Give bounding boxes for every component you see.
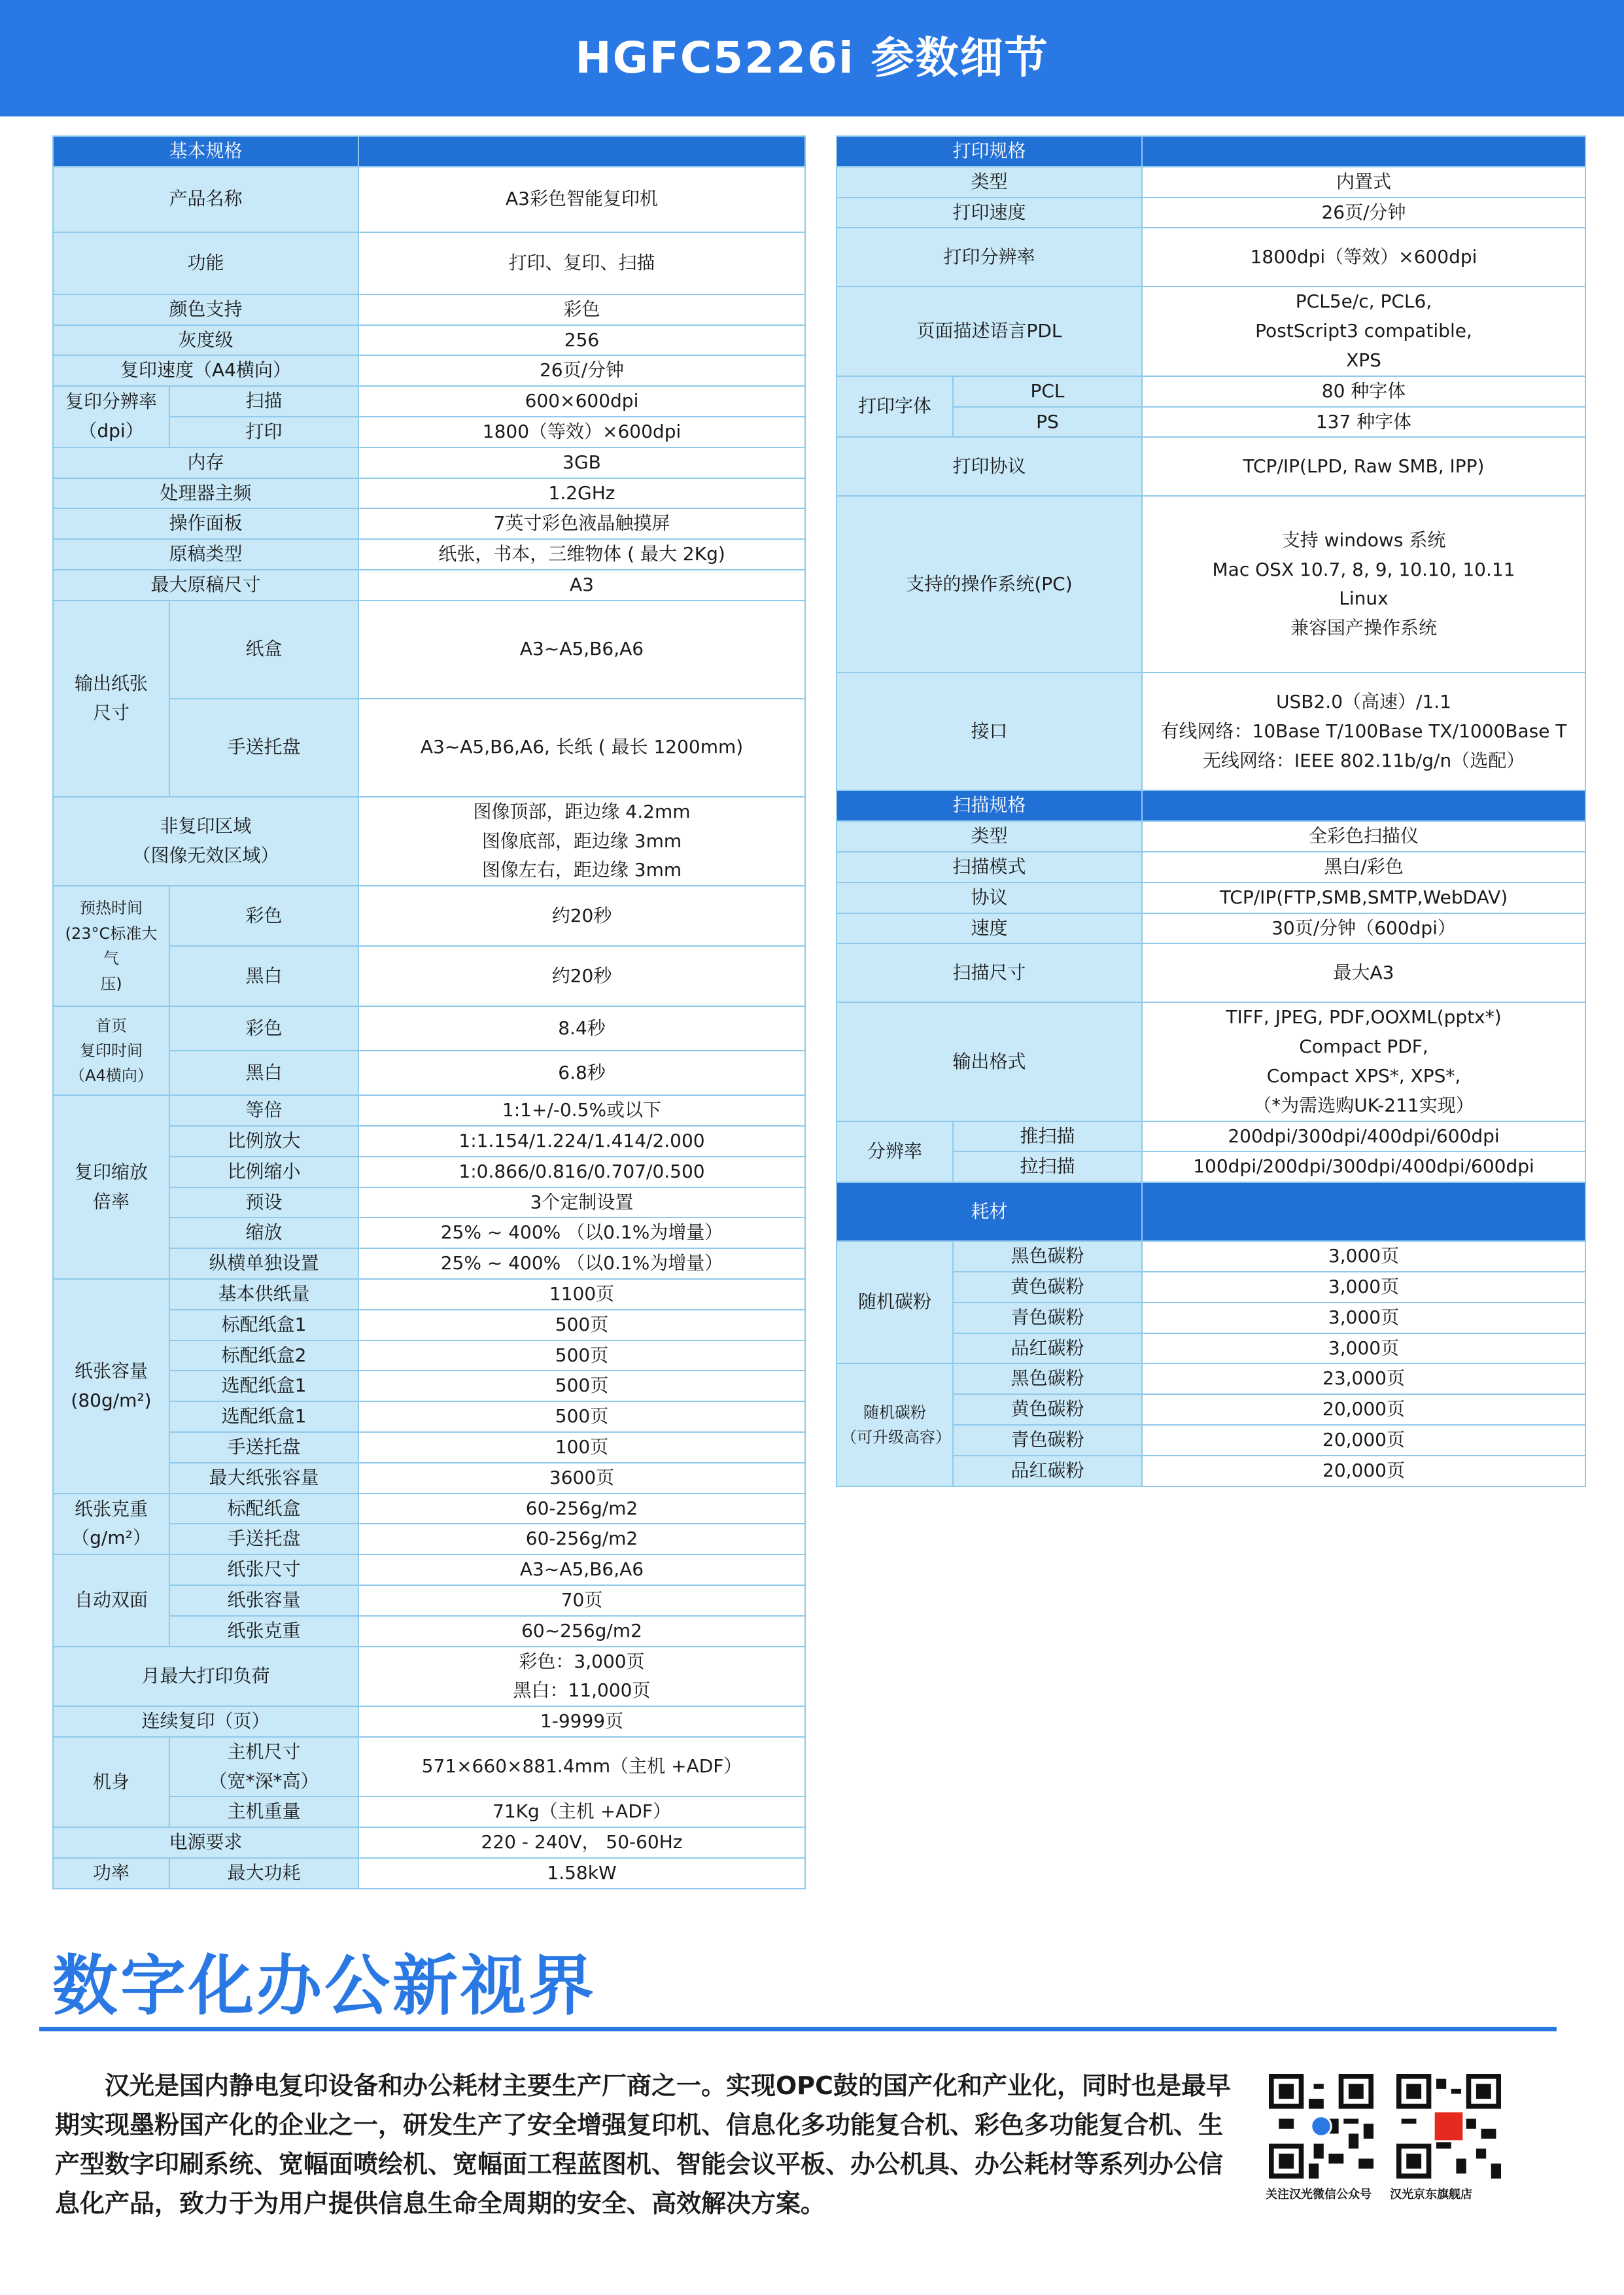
spec-value: 3,000页 [1142,1241,1585,1272]
spec-row [837,287,1585,376]
spec-value: 最大A3 [1142,943,1585,1002]
spec-value: 200dpi/300dpi/400dpi/600dpi [1142,1121,1585,1152]
wechat-qr-code [1269,2074,1373,2179]
spec-value: 彩色 [358,294,805,325]
company-intro: 汉光是国内静电复印设备和办公耗材主要生产厂商之一。实现OPC鼓的国产化和产业化，同时也是最早期实现墨粉国产化的企业之一，研发生产了安全增强复印机、信息化多功能复合机、彩色多功能复合机、生产型数字印刷系统、宽幅面喷绘机、宽幅面工程蓝图机、智能会议平板、办公机具、办公耗材等系列办公信息化产品，致力于为用户提供信息生命全周期的安全、高效解决方案。 [55,2071,1232,2218]
spec-label: 接口 [837,673,1142,790]
spec-row [837,198,1585,228]
spec-label: 比例放大 [169,1126,358,1157]
spec-value: 1:0.866/0.816/0.707/0.500 [358,1157,805,1187]
spec-row [53,386,805,417]
spec-row [837,883,1585,913]
spec-value: 25% ~ 400% （以0.1%为增量） [358,1218,805,1248]
spec-row [837,943,1585,1002]
spec-row [837,1121,1585,1152]
spec-label: 耗材 [837,1182,1142,1241]
spec-label: 自动双面 [53,1554,169,1646]
spec-value: 1:1.154/1.224/1.414/2.000 [358,1126,805,1157]
spec-value: 约20秒 [358,886,805,946]
spec-row [837,228,1585,287]
spec-value: USB2.0（高速）/1.1 有线网络：10Base T/100Base TX/1000Base T 无线网络：IEEE 802.11b/g/n（选配） [1142,673,1585,790]
spec-label: 打印速度 [837,198,1142,228]
spec-label: 基本规格 [53,136,358,167]
spec-value: 3,000页 [1142,1272,1585,1303]
spec-value: 571×660×881.4mm（主机 +ADF） [358,1737,805,1797]
spec-value: 60-256g/m2 [358,1524,805,1554]
spec-label: 分辨率 [837,1121,953,1183]
spec-value: 600×600dpi [358,386,805,417]
spec-value: 8.4秒 [358,1006,805,1051]
spec-label: 黄色碳粉 [953,1394,1142,1425]
spec-value: 220 - 240V， 50-60Hz [358,1827,805,1858]
spec-label: 黑色碳粉 [953,1363,1142,1394]
spec-label: 选配纸盒1 [169,1371,358,1401]
spec-label: 功能 [53,232,358,294]
spec-label: 内存 [53,447,358,478]
spec-value: 256 [358,325,805,356]
spec-label: 扫描模式 [837,852,1142,883]
spec-value: 支持 windows 系统 Mac OSX 10.7, 8, 9, 10.10, 10.11 Linux 兼容国产操作系统 [1142,496,1585,673]
spec-label: 拉扫描 [953,1151,1142,1182]
spec-row [53,1006,805,1051]
spec-value: 7英寸彩色液晶触摸屏 [358,508,805,539]
spec-row [53,1706,805,1737]
spec-label: 类型 [837,821,1142,852]
spec-value: 6.8秒 [358,1051,805,1095]
spec-value [358,136,805,167]
wechat-qr-caption: 关注汉光微信公众号 [1266,2188,1372,2201]
spec-label: 处理器主频 [53,478,358,509]
spec-label: 预热时间 (23°C标准大气 压) [53,886,169,1006]
spec-value [1142,790,1585,821]
spec-value: 1800（等效）×600dpi [358,417,805,447]
spec-label: 推扫描 [953,1121,1142,1152]
spec-row [837,673,1585,790]
spec-value: 60-256g/m2 [358,1494,805,1524]
spec-row [53,294,805,325]
spec-label: 纸张克重 [169,1616,358,1647]
spec-row [53,886,805,946]
spec-row [53,539,805,570]
spec-value: 打印、复印、扫描 [358,232,805,294]
spec-label: 打印协议 [837,437,1142,496]
spec-value: 500页 [358,1310,805,1340]
spec-row [837,496,1585,673]
spec-row [53,447,805,478]
spec-value: 全彩色扫描仪 [1142,821,1585,852]
spec-label: 纸张尺寸 [169,1554,358,1585]
spec-label: 手送托盘 [169,1524,358,1554]
section-header-row [837,790,1585,821]
spec-label: 纸张克重 （g/m²） [53,1494,169,1555]
spec-label: 品红碳粉 [953,1456,1142,1486]
spec-row [53,797,805,886]
spec-label: 支持的操作系统(PC) [837,496,1142,673]
spec-label: 打印 [169,417,358,447]
spec-value: A3~A5,B6,A6 [358,601,805,699]
spec-label: 手送托盘 [169,699,358,797]
spec-value: 137 种字体 [1142,407,1585,438]
spec-row [837,821,1585,852]
spec-row [53,1554,805,1585]
spec-value: TCP/IP(LPD, Raw SMB, IPP) [1142,437,1585,496]
spec-value: 20,000页 [1142,1394,1585,1425]
spec-value: 26页/分钟 [1142,198,1585,228]
spec-label: 输出格式 [837,1002,1142,1121]
spec-value: 70页 [358,1585,805,1616]
spec-row [53,1494,805,1524]
spec-value: PCL5e/c, PCL6, PostScript3 compatible, XPS [1142,287,1585,376]
spec-label: 机身 [53,1737,169,1827]
spec-value: 100dpi/200dpi/300dpi/400dpi/600dpi [1142,1151,1585,1182]
spec-value: 80 种字体 [1142,376,1585,407]
spec-label: 扫描尺寸 [837,943,1142,1002]
spec-label: 连续复印（页） [53,1706,358,1737]
spec-label: 随机碳粉 （可升级高容） [837,1363,953,1486]
spec-row [837,167,1585,198]
spec-label: 原稿类型 [53,539,358,570]
spec-label: 黄色碳粉 [953,1272,1142,1303]
spec-label: 手送托盘 [169,1432,358,1463]
spec-value: A3 [358,570,805,601]
spec-label: 首页 复印时间 （A4横向） [53,1006,169,1095]
spec-value: 3,000页 [1142,1303,1585,1333]
spec-value [1142,1182,1585,1241]
spec-value: 26页/分钟 [358,355,805,386]
spec-label: 复印缩放 倍率 [53,1095,169,1279]
spec-label: 基本供纸量 [169,1279,358,1310]
spec-value: 1.2GHz [358,478,805,509]
spec-value: 黑白/彩色 [1142,852,1585,883]
spec-label: 扫描规格 [837,790,1142,821]
spec-row [53,478,805,509]
spec-label: 品红碳粉 [953,1333,1142,1364]
spec-value: 500页 [358,1340,805,1371]
spec-value: 3个定制设置 [358,1187,805,1218]
spec-label: 功率 [53,1858,169,1889]
jd-store-qr-code [1396,2074,1501,2179]
spec-row [837,437,1585,496]
spec-value: 1100页 [358,1279,805,1310]
spec-row [53,232,805,294]
spec-row [837,1363,1585,1394]
spec-label: 青色碳粉 [953,1425,1142,1456]
spec-label: 产品名称 [53,167,358,232]
spec-row [837,852,1585,883]
spec-label: 彩色 [169,1006,358,1051]
spec-label: 速度 [837,913,1142,944]
spec-row [53,601,805,699]
spec-label: 主机尺寸 （宽*深*高） [169,1737,358,1797]
spec-label: 最大原稿尺寸 [53,570,358,601]
spec-value: 60~256g/m2 [358,1616,805,1647]
spec-value: 内置式 [1142,167,1585,198]
spec-row [53,167,805,232]
spec-label: 主机重量 [169,1796,358,1827]
spec-label: PS [953,407,1142,438]
spec-value: A3彩色智能复印机 [358,167,805,232]
spec-value: 3GB [358,447,805,478]
spec-label: 协议 [837,883,1142,913]
spec-label: 类型 [837,167,1142,198]
basic-spec-table [52,135,806,1889]
spec-label: 非复印区域 （图像无效区域） [53,797,358,886]
spec-value [1142,136,1585,167]
spec-label: 黑白 [169,1051,358,1095]
spec-label: 黑色碳粉 [953,1241,1142,1272]
spec-label: 标配纸盒2 [169,1340,358,1371]
spec-row [53,1647,805,1707]
spec-label: 复印分辨率 （dpi） [53,386,169,447]
spec-label: 颜色支持 [53,294,358,325]
spec-label: 纸张容量 [169,1585,358,1616]
section-header-row [837,136,1585,167]
spec-label: 复印速度（A4横向） [53,355,358,386]
spec-label: 缩放 [169,1218,358,1248]
spec-value: 25% ~ 400% （以0.1%为增量） [358,1248,805,1279]
spec-label: 操作面板 [53,508,358,539]
spec-value: 约20秒 [358,946,805,1006]
spec-value: 1.58kW [358,1858,805,1889]
spec-label: 彩色 [169,886,358,946]
spec-label: 最大功耗 [169,1858,358,1889]
spec-row [53,570,805,601]
spec-label: 纸张容量 (80g/m²) [53,1279,169,1494]
spec-value: 3,000页 [1142,1333,1585,1364]
spec-value: 500页 [358,1401,805,1432]
spec-value: 图像顶部，距边缘 4.2mm 图像底部，距边缘 3mm 图像左右，距边缘 3mm [358,797,805,886]
spec-label: 标配纸盒 [169,1494,358,1524]
spec-row [53,1095,805,1126]
spec-label: 预设 [169,1187,358,1218]
spec-value: 71Kg（主机 +ADF） [358,1796,805,1827]
spec-label: 输出纸张 尺寸 [53,601,169,797]
spec-row [53,508,805,539]
spec-label: 随机碳粉 [837,1241,953,1363]
spec-value: A3~A5,B6,A6 [358,1554,805,1585]
spec-value: 23,000页 [1142,1363,1585,1394]
spec-label: 打印字体 [837,376,953,438]
spec-row [837,376,1585,407]
jd-qr-caption: 汉光京东旗舰店 [1390,2188,1472,2201]
spec-label: 青色碳粉 [953,1303,1142,1333]
spec-row [53,325,805,356]
print-scan-spec-table [836,135,1586,1487]
spec-row [53,1858,805,1889]
spec-label: 等倍 [169,1095,358,1126]
spec-row [53,1737,805,1797]
spec-label: 比例缩小 [169,1157,358,1187]
header-bar [0,0,1624,116]
spec-value: 20,000页 [1142,1456,1585,1486]
spec-label: 月最大打印负荷 [53,1647,358,1707]
spec-label: 电源要求 [53,1827,358,1858]
spec-row [53,1827,805,1858]
spec-value: 100页 [358,1432,805,1463]
spec-label: 打印分辨率 [837,228,1142,287]
spec-row [53,1279,805,1310]
spec-row [53,355,805,386]
spec-value: 纸张，书本，三维物体 ( 最大 2Kg) [358,539,805,570]
spec-label: PCL [953,376,1142,407]
slogan: 数字化办公新视界 [52,1948,596,2024]
spec-label: 最大纸张容量 [169,1463,358,1494]
spec-value: 1:1+/-0.5%或以下 [358,1095,805,1126]
page-title: HGFC5226i 参数细节 [575,33,1049,83]
section-header-row [53,136,805,167]
spec-label: 选配纸盒1 [169,1401,358,1432]
spec-row [837,1002,1585,1121]
spec-value: 500页 [358,1371,805,1401]
spec-label: 打印规格 [837,136,1142,167]
spec-value: A3~A5,B6,A6, 长纸 ( 最长 1200mm) [358,699,805,797]
spec-row [837,1241,1585,1272]
section-header-row [837,1182,1585,1241]
spec-label: 页面描述语言PDL [837,287,1142,376]
spec-label: 标配纸盒1 [169,1310,358,1340]
spec-value: TCP/IP(FTP,SMB,SMTP,WebDAV) [1142,883,1585,913]
spec-value: 20,000页 [1142,1425,1585,1456]
spec-label: 扫描 [169,386,358,417]
spec-value: 3600页 [358,1463,805,1494]
spec-label: 灰度级 [53,325,358,356]
spec-row [837,913,1585,944]
spec-label: 纵横单独设置 [169,1248,358,1279]
spec-value: 1800dpi（等效）×600dpi [1142,228,1585,287]
spec-value: 1-9999页 [358,1706,805,1737]
divider [39,2027,1557,2031]
spec-value: TIFF, JPEG, PDF,OOXML(pptx*) Compact PDF, Compact XPS*, XPS*, （*为需选购UK-211实现） [1142,1002,1585,1121]
spec-value: 30页/分钟（600dpi） [1142,913,1585,944]
spec-value: 彩色：3,000页 黑白：11,000页 [358,1647,805,1707]
spec-label: 黑白 [169,946,358,1006]
spec-label: 纸盒 [169,601,358,699]
